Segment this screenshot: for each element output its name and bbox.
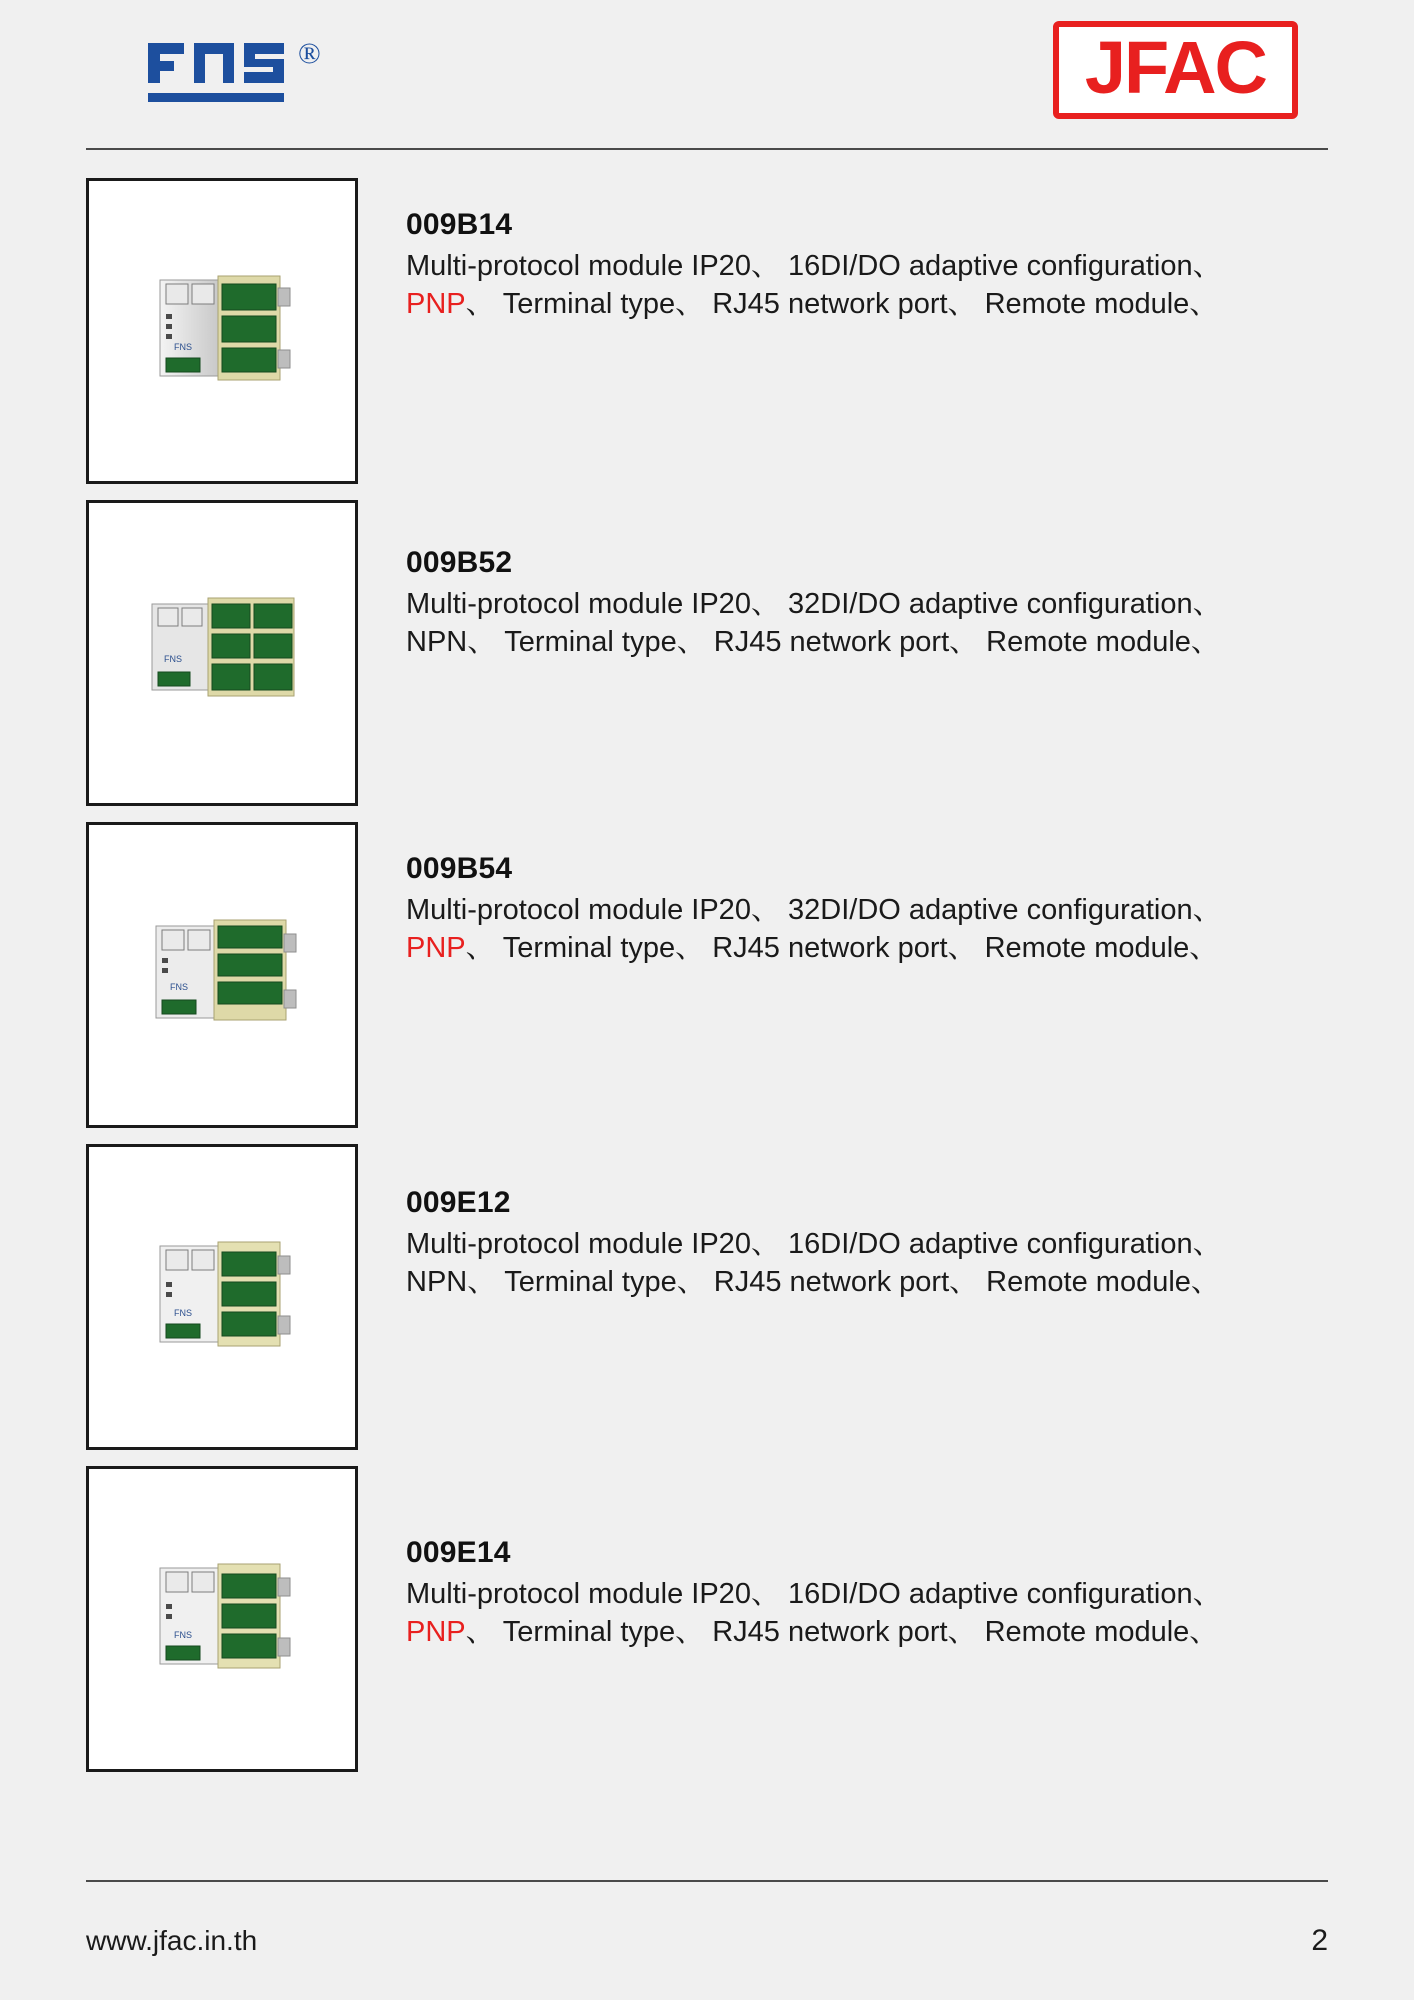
io-module-illustration [122, 1542, 322, 1697]
page-header [86, 0, 1328, 150]
product-image [86, 500, 358, 806]
product-info [358, 1466, 1328, 1651]
product-image [86, 178, 358, 484]
highlighted-term: PNP [406, 1615, 466, 1648]
product-sku: 009B52 [406, 546, 513, 579]
svg-text:FNS: FNS [170, 981, 188, 992]
list-item [86, 1466, 1328, 1772]
product-info [358, 1144, 1328, 1301]
product-sku: 009B14 [406, 208, 513, 241]
jfac-logo [1053, 21, 1298, 119]
highlighted-term: PNP [406, 287, 466, 320]
product-description: Multi-protocol module IP20、 16DI/DO adaptive configuration、 PNP、 Terminal type、 RJ45 network port、 Remote module、 [406, 1578, 1222, 1648]
registered-trademark-icon: ® [298, 37, 321, 70]
io-module-illustration [122, 1220, 322, 1375]
list-item [86, 500, 1328, 806]
list-item [86, 1144, 1328, 1450]
svg-text:FNS: FNS [164, 653, 182, 664]
list-item [86, 822, 1328, 1128]
list-item [86, 178, 1328, 484]
product-sku: 009B54 [406, 852, 513, 885]
product-info [358, 500, 1328, 661]
product-image [86, 1144, 358, 1450]
highlighted-term: PNP [406, 931, 466, 964]
io-module-illustration [122, 576, 322, 731]
svg-text:FNS: FNS [174, 341, 192, 352]
product-description: Multi-protocol module IP20、 32DI/DO adaptive configuration、 PNP、 Terminal type、 RJ45 network port、 Remote module、 [406, 894, 1222, 964]
product-sku: 009E14 [406, 1536, 511, 1569]
product-description: Multi-protocol module IP20、 32DI/DO adaptive configuration、 NPN、 Terminal type、 RJ45 network port、 Remote module、 [406, 588, 1222, 658]
product-info [358, 822, 1328, 967]
page-number: 2 [1311, 1924, 1328, 1957]
io-module-illustration [122, 898, 322, 1053]
product-description: Multi-protocol module IP20、 16DI/DO adaptive configuration、 PNP、 Terminal type、 RJ45 network port、 Remote module、 [406, 250, 1222, 320]
website-url[interactable]: www.jfac.in.th [86, 1925, 258, 1956]
product-description: Multi-protocol module IP20、 16DI/DO adaptive configuration、 NPN、 Terminal type、 RJ45 network port、 Remote module、 [406, 1228, 1222, 1298]
fns-logo [146, 37, 321, 109]
product-image [86, 1466, 358, 1772]
page-footer [86, 1880, 1328, 2000]
svg-text:FNS: FNS [174, 1307, 192, 1318]
product-info [358, 178, 1328, 323]
fns-wordmark-icon [146, 37, 296, 109]
svg-text:FNS: FNS [174, 1629, 192, 1640]
product-image [86, 822, 358, 1128]
product-list [86, 150, 1328, 1876]
product-sku: 009E12 [406, 1186, 511, 1219]
io-module-illustration [122, 254, 322, 409]
jfac-wordmark: JFAC [1084, 26, 1266, 109]
